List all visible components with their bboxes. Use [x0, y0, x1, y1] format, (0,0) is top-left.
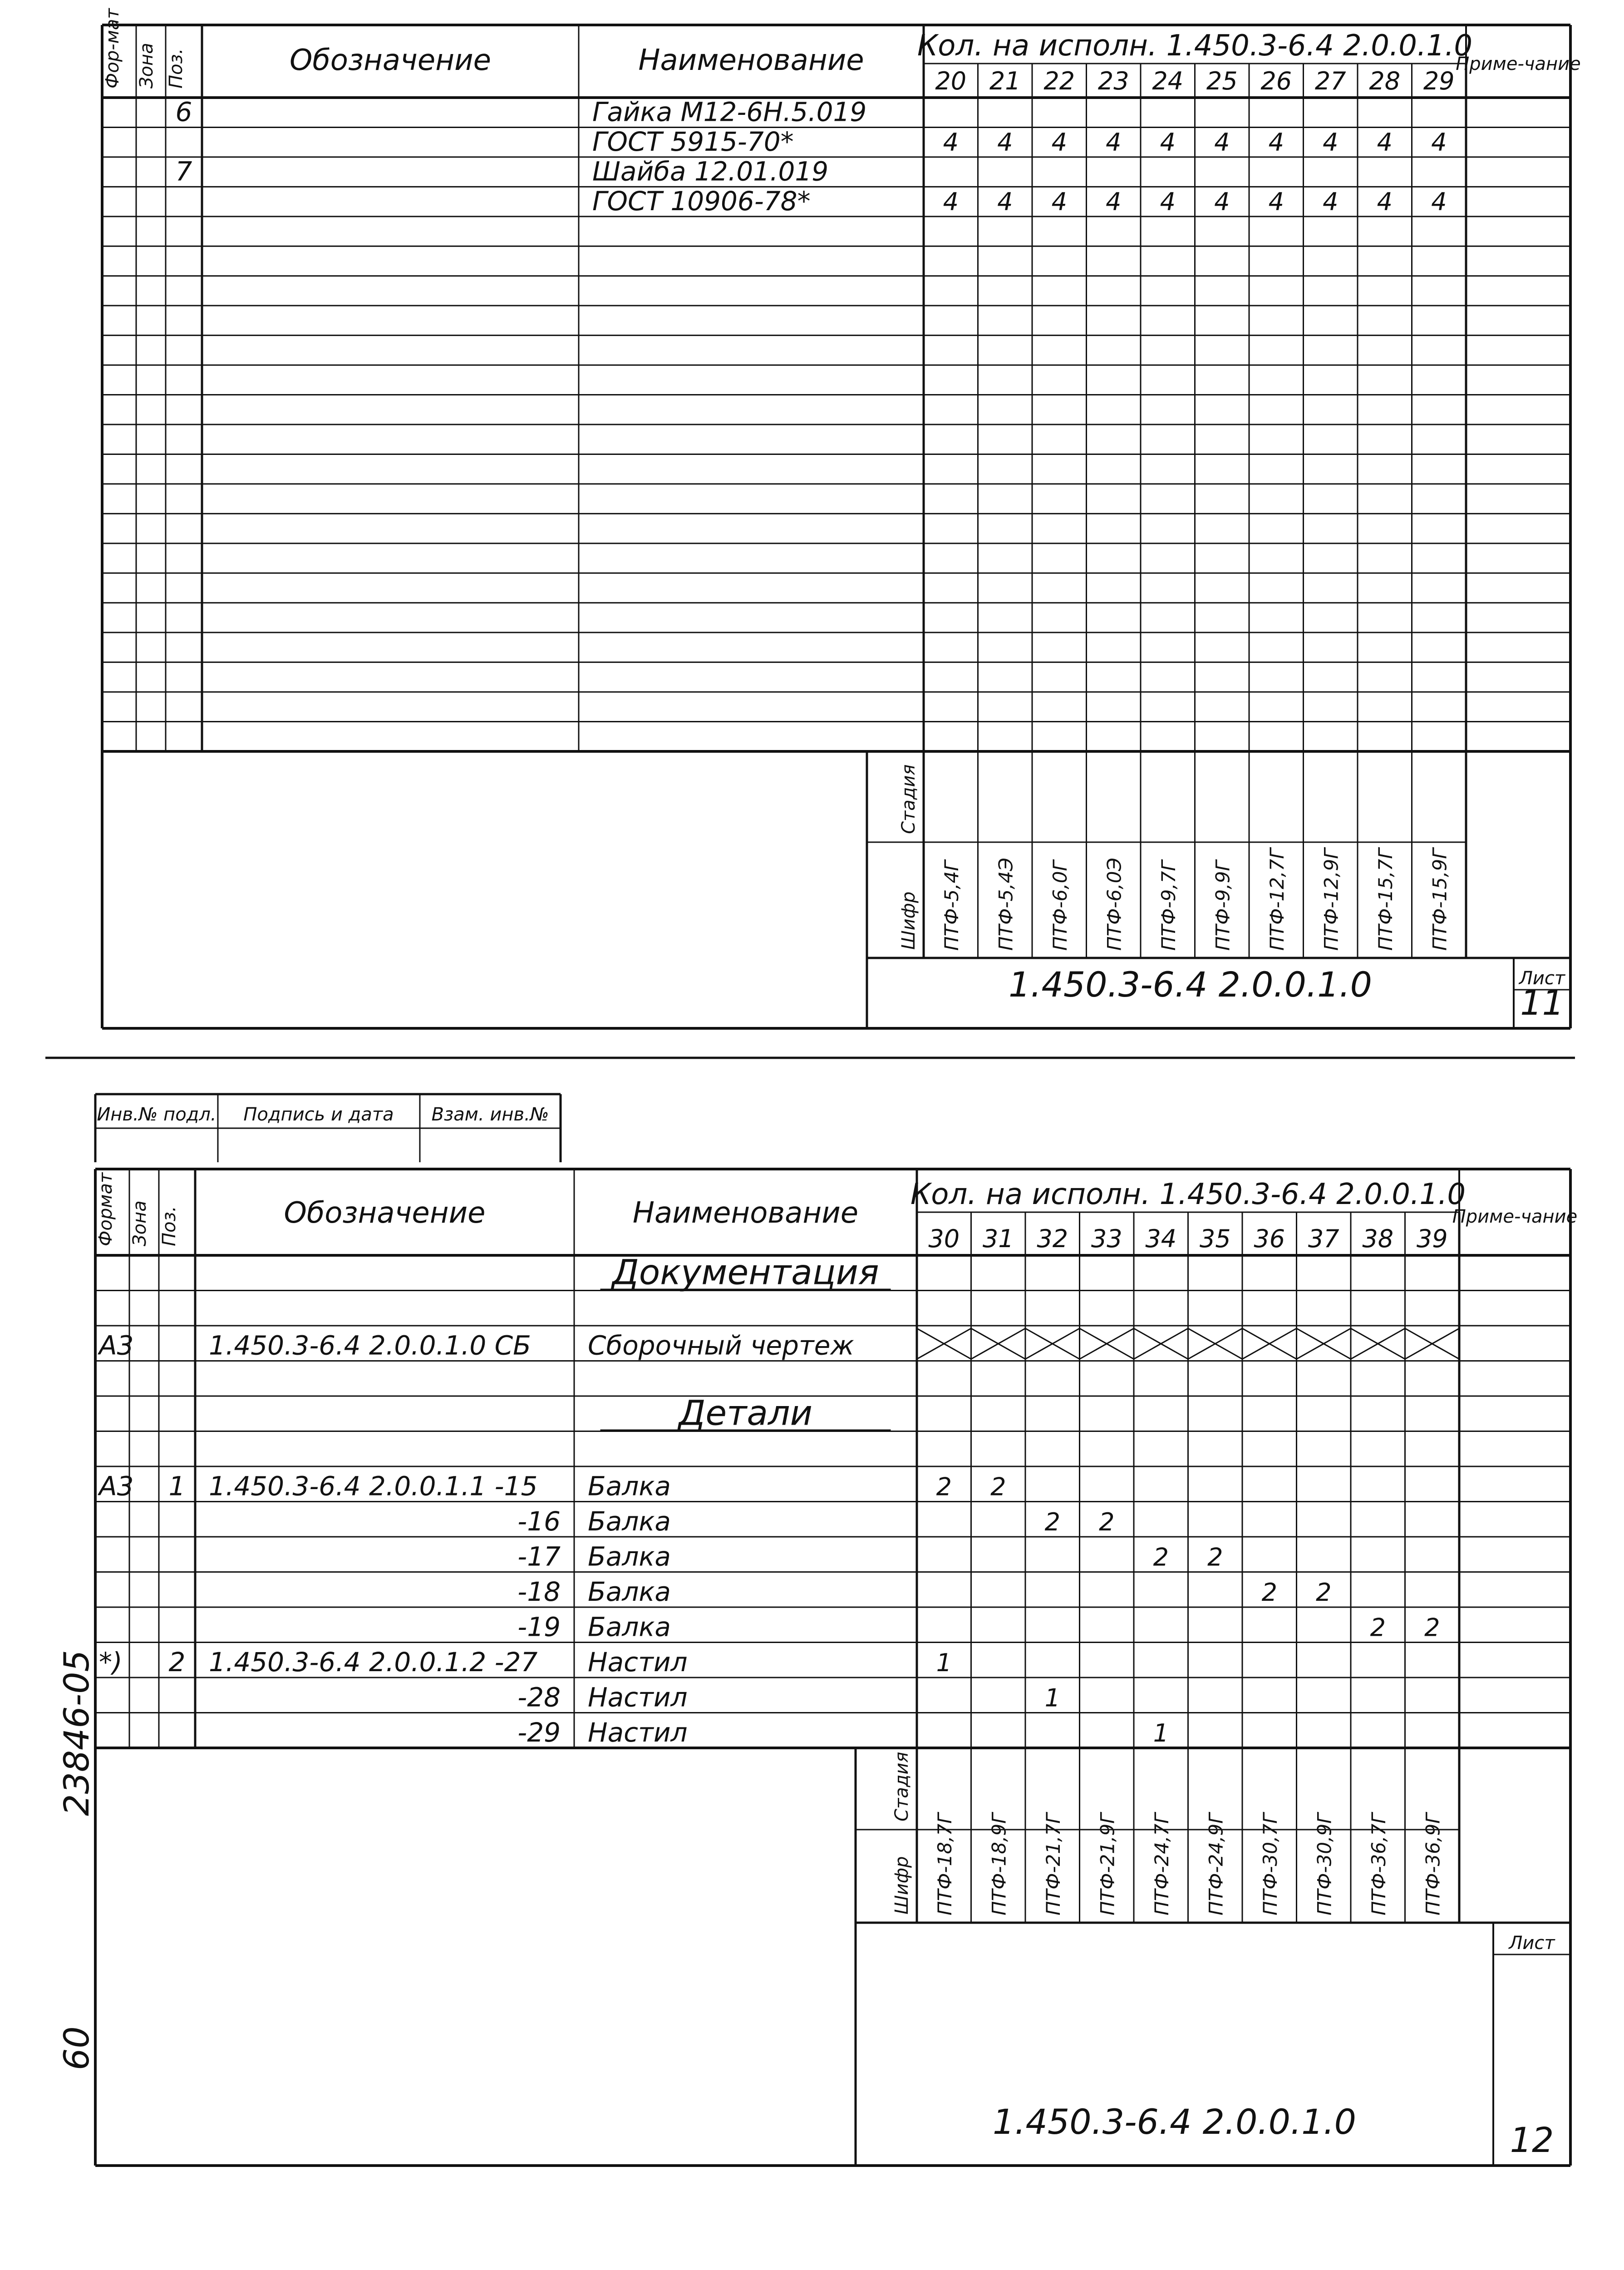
- row-name: Шайба 12.01.019: [592, 156, 829, 187]
- row-pos: 1: [168, 1471, 186, 1502]
- quantity-cell: 4: [1431, 128, 1447, 157]
- quantity-cell: 2: [936, 1472, 952, 1501]
- header-name: Наименование: [632, 1196, 859, 1230]
- sheet-label: Лист: [1519, 968, 1565, 989]
- quantity-cell: 2: [1099, 1508, 1115, 1536]
- quantity-cell: 4: [997, 187, 1013, 216]
- variant-cipher: ПТФ-21,7Г: [1042, 1813, 1064, 1915]
- header-format: Фор-мат: [102, 8, 123, 89]
- variant-cipher: ПТФ-15,7Г: [1374, 848, 1397, 951]
- header-quantity: Кол. на исполн. 1.450.3-6.4 2.0.0.1.0: [910, 1178, 1466, 1211]
- variant-column-number: 31: [982, 1224, 1014, 1253]
- variant-column-number: 36: [1254, 1224, 1285, 1253]
- stamp-replace-inv: Взам. инв.№: [431, 1104, 549, 1125]
- variant-column-number: 26: [1260, 67, 1292, 95]
- variant-cipher: ПТФ-6,0Э: [1103, 858, 1126, 951]
- quantity-cell: 4: [997, 128, 1013, 157]
- quantity-cell: 4: [1268, 128, 1284, 157]
- header-pos: Поз.: [166, 48, 187, 89]
- quantity-cell: 1: [1153, 1719, 1169, 1747]
- header-note: Приме-чание: [1452, 1206, 1578, 1227]
- header-name: Наименование: [638, 44, 864, 78]
- quantity-cell: 4: [1214, 128, 1230, 157]
- variant-cipher: ПТФ-9,7Г: [1157, 860, 1180, 951]
- quantity-cell: 4: [1431, 187, 1447, 216]
- quantity-cell: 4: [1377, 187, 1393, 216]
- variant-cipher: ПТФ-5,4Г: [940, 860, 963, 951]
- header-zone: Зона: [136, 43, 157, 89]
- variant-cipher: ПТФ-15,9Г: [1428, 848, 1451, 951]
- quantity-cell: 1: [936, 1648, 952, 1677]
- row-name: Гайка М12-6Н.5.019: [592, 96, 867, 128]
- row-format: А3: [99, 1330, 134, 1361]
- quantity-cell: 4: [1051, 187, 1067, 216]
- stamp-inv-no: Инв.№ подл.: [97, 1104, 217, 1125]
- variant-column-number: 35: [1199, 1224, 1231, 1253]
- quantity-cell: 4: [1160, 187, 1176, 216]
- quantity-cell: 2: [1316, 1578, 1332, 1607]
- variant-cipher: ПТФ-36,7Г: [1367, 1813, 1390, 1915]
- approval-stamp: [95, 1094, 561, 1162]
- row-format: *): [99, 1647, 123, 1678]
- header-format: Формат: [95, 1172, 116, 1246]
- variant-cipher: ПТФ-18,7Г: [933, 1813, 956, 1915]
- quantity-cell: 4: [1323, 128, 1339, 157]
- quantity-cell: 4: [1106, 187, 1122, 216]
- variant-column-number: 29: [1423, 67, 1455, 95]
- quantity-cell: 4: [1268, 187, 1284, 216]
- row-name: ГОСТ 5915-70*: [592, 126, 794, 157]
- row-designation: -18: [517, 1576, 561, 1607]
- row-pos: 6: [175, 96, 192, 128]
- specification-table-sheet-11: [102, 8, 1581, 1028]
- variant-column-number: 24: [1152, 67, 1184, 95]
- row-name: Настил: [588, 1682, 688, 1713]
- variant-column-number: 22: [1043, 67, 1075, 95]
- variant-column-number: 37: [1308, 1224, 1339, 1253]
- quantity-cell: 4: [943, 128, 959, 157]
- side-page-number: 60: [56, 2026, 97, 2070]
- cipher-label: Шифр: [891, 1856, 912, 1915]
- variant-column-number: 20: [935, 67, 967, 95]
- quantity-cell: 4: [1377, 128, 1393, 157]
- variant-cipher: ПТФ-24,7Г: [1150, 1813, 1173, 1915]
- row-name: Настил: [588, 1717, 688, 1748]
- sheet-label: Лист: [1509, 1933, 1555, 1954]
- cipher-label: Шифр: [898, 891, 919, 950]
- row-name: Сборочный чертеж: [588, 1330, 854, 1361]
- row-name: Балка: [588, 1471, 671, 1502]
- row-designation: -29: [517, 1717, 561, 1748]
- section-heading: Документация: [612, 1252, 879, 1293]
- variant-cipher: ПТФ-36,9Г: [1422, 1813, 1444, 1915]
- row-pos: 7: [175, 156, 192, 187]
- sheet-number: 11: [1520, 982, 1564, 1023]
- variant-column-number: 23: [1097, 67, 1129, 95]
- quantity-cell: 4: [1106, 128, 1122, 157]
- quantity-cell: 2: [990, 1472, 1006, 1501]
- row-name: Балка: [588, 1576, 671, 1607]
- variant-cipher: ПТФ-18,9Г: [988, 1813, 1010, 1915]
- quantity-cell: 2: [1044, 1508, 1060, 1536]
- sheet-number: 12: [1510, 2120, 1554, 2160]
- variant-column-number: 27: [1314, 67, 1346, 95]
- document-code: 1.450.3-6.4 2.0.0.1.0: [1009, 964, 1372, 1005]
- variant-column-number: 33: [1091, 1224, 1122, 1253]
- row-designation: 1.450.3-6.4 2.0.0.1.2 -27: [209, 1647, 538, 1678]
- header-quantity: Кол. на исполн. 1.450.3-6.4 2.0.0.1.0: [917, 29, 1473, 63]
- quantity-cell: 4: [943, 187, 959, 216]
- quantity-cell: 4: [1323, 187, 1339, 216]
- variant-cipher: ПТФ-21,9Г: [1096, 1813, 1119, 1915]
- row-pos: 2: [168, 1647, 186, 1678]
- row-name: ГОСТ 10906-78*: [592, 185, 811, 217]
- row-name: Балка: [588, 1506, 671, 1537]
- variant-cipher: ПТФ-30,9Г: [1313, 1813, 1336, 1915]
- variant-column-number: 28: [1369, 67, 1401, 95]
- quantity-cell: 2: [1261, 1578, 1277, 1607]
- header-note: Приме-чание: [1456, 54, 1581, 75]
- row-designation: -17: [517, 1541, 561, 1572]
- quantity-cell: 4: [1214, 187, 1230, 216]
- variant-cipher: ПТФ-30,7Г: [1259, 1813, 1281, 1915]
- variant-column-number: 38: [1362, 1224, 1394, 1253]
- variant-column-number: 39: [1416, 1224, 1448, 1253]
- header-zone: Зона: [129, 1200, 150, 1246]
- variant-cipher: ПТФ-24,9Г: [1205, 1813, 1227, 1915]
- header-designation: Обозначение: [284, 1196, 486, 1230]
- stage-label: Стадия: [898, 764, 919, 834]
- variant-column-number: 30: [928, 1224, 960, 1253]
- quantity-cell: 4: [1160, 128, 1176, 157]
- stage-label: Стадия: [891, 1752, 912, 1821]
- stamp-sign-date: Подпись и дата: [243, 1104, 394, 1125]
- section-heading: Детали: [679, 1392, 812, 1433]
- header-pos: Поз.: [159, 1206, 180, 1246]
- variant-column-number: 34: [1145, 1224, 1177, 1253]
- quantity-cell: 2: [1207, 1543, 1223, 1572]
- row-name: Балка: [588, 1611, 671, 1643]
- side-margin-code: [56, 1650, 97, 2070]
- quantity-cell: 1: [1044, 1683, 1060, 1712]
- variant-cipher: ПТФ-12,9Г: [1320, 848, 1343, 951]
- side-code: 23846-05: [56, 1650, 97, 1816]
- row-designation: 1.450.3-6.4 2.0.0.1.1 -15: [209, 1471, 538, 1502]
- quantity-cell: 4: [1051, 128, 1067, 157]
- row-designation: 1.450.3-6.4 2.0.0.1.0 СБ: [209, 1330, 531, 1361]
- variant-cipher: ПТФ-9,9Г: [1211, 860, 1234, 951]
- row-name: Балка: [588, 1541, 671, 1572]
- variant-column-number: 32: [1037, 1224, 1068, 1253]
- document-code: 1.450.3-6.4 2.0.0.1.0: [993, 2102, 1356, 2142]
- specification-table-sheet-12: [95, 1169, 1577, 2166]
- row-name: Настил: [588, 1647, 688, 1678]
- quantity-cell: 2: [1153, 1543, 1169, 1572]
- variant-cipher: ПТФ-12,7Г: [1265, 848, 1288, 951]
- row-format: А3: [99, 1471, 134, 1502]
- row-designation: -19: [517, 1611, 561, 1643]
- quantity-cell: 2: [1424, 1613, 1440, 1642]
- header-designation: Обозначение: [289, 44, 492, 78]
- variant-cipher: ПТФ-5,4Э: [994, 858, 1017, 951]
- row-designation: -16: [517, 1506, 561, 1537]
- variant-cipher: ПТФ-6,0Г: [1048, 860, 1071, 951]
- quantity-cell: 2: [1370, 1613, 1386, 1642]
- row-designation: -28: [517, 1682, 561, 1713]
- variant-column-number: 21: [989, 67, 1021, 95]
- variant-column-number: 25: [1206, 67, 1238, 95]
